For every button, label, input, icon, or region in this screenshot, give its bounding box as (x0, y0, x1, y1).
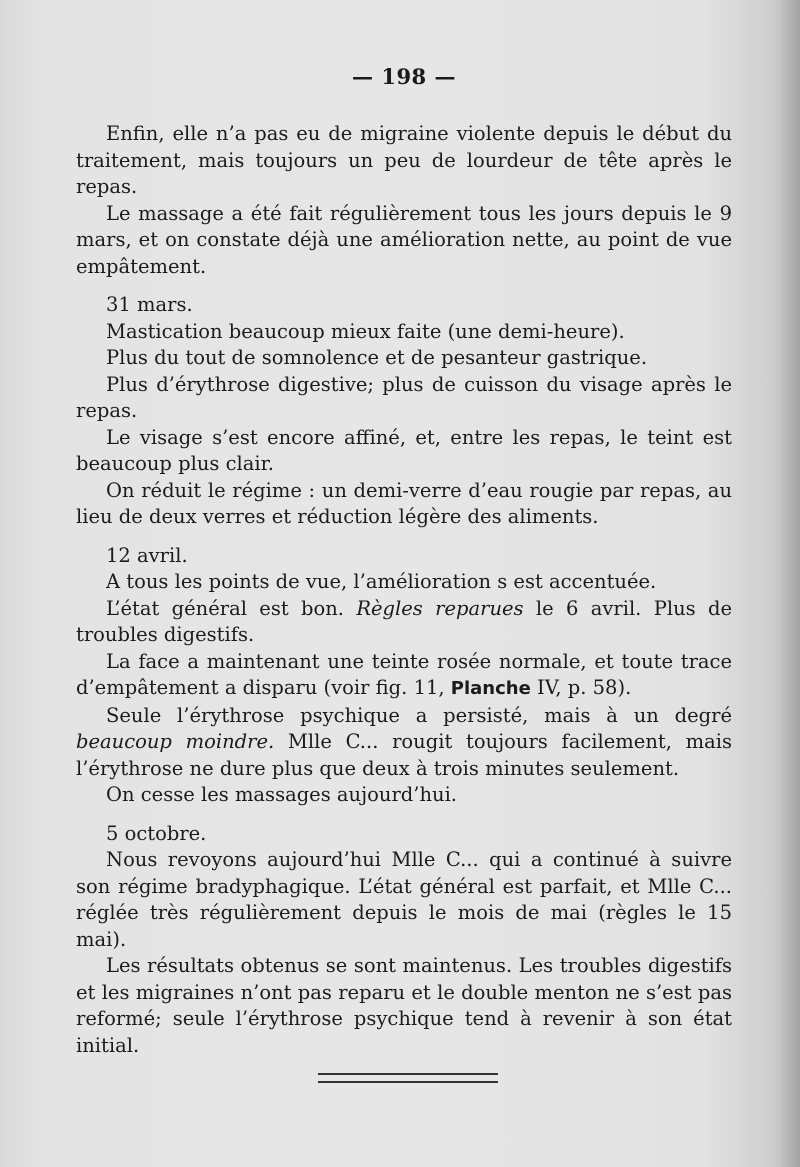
date-heading-31-mars: 31 mars. (106, 293, 193, 316)
page-spine-shadow (778, 0, 800, 1167)
paragraph-face (76, 649, 732, 703)
paragraph-massage: Le massage a été fait régulièrement tous les jours depuis le 9 mars, et on constate déjà une amélioration nette, au point de vue empâtement. (76, 201, 732, 278)
page-number: — 198 — (352, 64, 456, 89)
text-run: L’état général est bon. (106, 596, 357, 620)
paragraph-erythrose-psychique (76, 703, 732, 783)
paragraph-resultats: Les résultats obtenus se sont maintenus. Les troubles digestifs et les migraines n’ont pas reparu et le double menton ne s’est pas reformé; seule l’érythrose psychique tend à revenir à son état initial. (76, 954, 732, 1057)
paragraph-cesse-massages: On cesse les massages aujourd’hui. (106, 783, 458, 806)
end-divider-rule (318, 1073, 498, 1083)
date-heading-12-avril: 12 avril. (106, 543, 188, 567)
date-heading-5-octobre: 5 octobre. (106, 821, 207, 845)
paragraph-regime: On réduit le régime : un demi-verre d’eau rougie par repas, au lieu de deux verres et réduction légère des aliments. (76, 478, 732, 528)
paragraph-visage: Le visage s’est encore affiné, et, entre les repas, le teint est beaucoup plus clair. (76, 425, 732, 475)
italic-run: Règles reparues (356, 596, 524, 620)
text-run: La face a maintenant une teinte rosée normale, et toute trace d’empâtement a disparu (voir fig. 11, (76, 649, 732, 699)
text-run: Mlle C... rougit toujours facilement, mais l’érythrose ne dure plus que deux à trois minutes seulement. (76, 730, 732, 780)
text-run: IV, p. 58). (530, 676, 632, 699)
text-run: le 6 avril. Plus de troubles digestifs. (76, 596, 732, 646)
paragraph-etat-general (76, 596, 732, 649)
book-page (76, 64, 732, 1059)
paragraph-erythrose-digestive: Plus d’érythrose digestive; plus de cuisson du visage après le repas. (76, 372, 732, 422)
text-run: Seule l’érythrose psychique a persisté, mais à un degré (106, 703, 732, 727)
paragraph-migraine: Enfin, elle n’a pas eu de migraine violente depuis le début du traitement, mais toujours un peu de lourdeur de tête après le repas. (76, 122, 732, 198)
bold-run: Planche (450, 678, 531, 699)
paragraph-somnolence: Plus du tout de somnolence et de pesanteur gastrique. (106, 346, 648, 369)
paragraph-mastication: Mastication beaucoup mieux faite (une demi-heure). (106, 319, 625, 343)
paragraph-revoyons: Nous revoyons aujourd’hui Mlle C... qui a continué à suivre son régime bradyphagique. L’état général est parfait, et Mlle C... réglée très régulièrement depuis le mois de mai (règles le 15 mai). (76, 848, 732, 951)
italic-run: beaucoup moindre. (76, 730, 275, 753)
paragraph-amelioration: A tous les points de vue, l’amélioration s est accentuée. (106, 570, 657, 593)
